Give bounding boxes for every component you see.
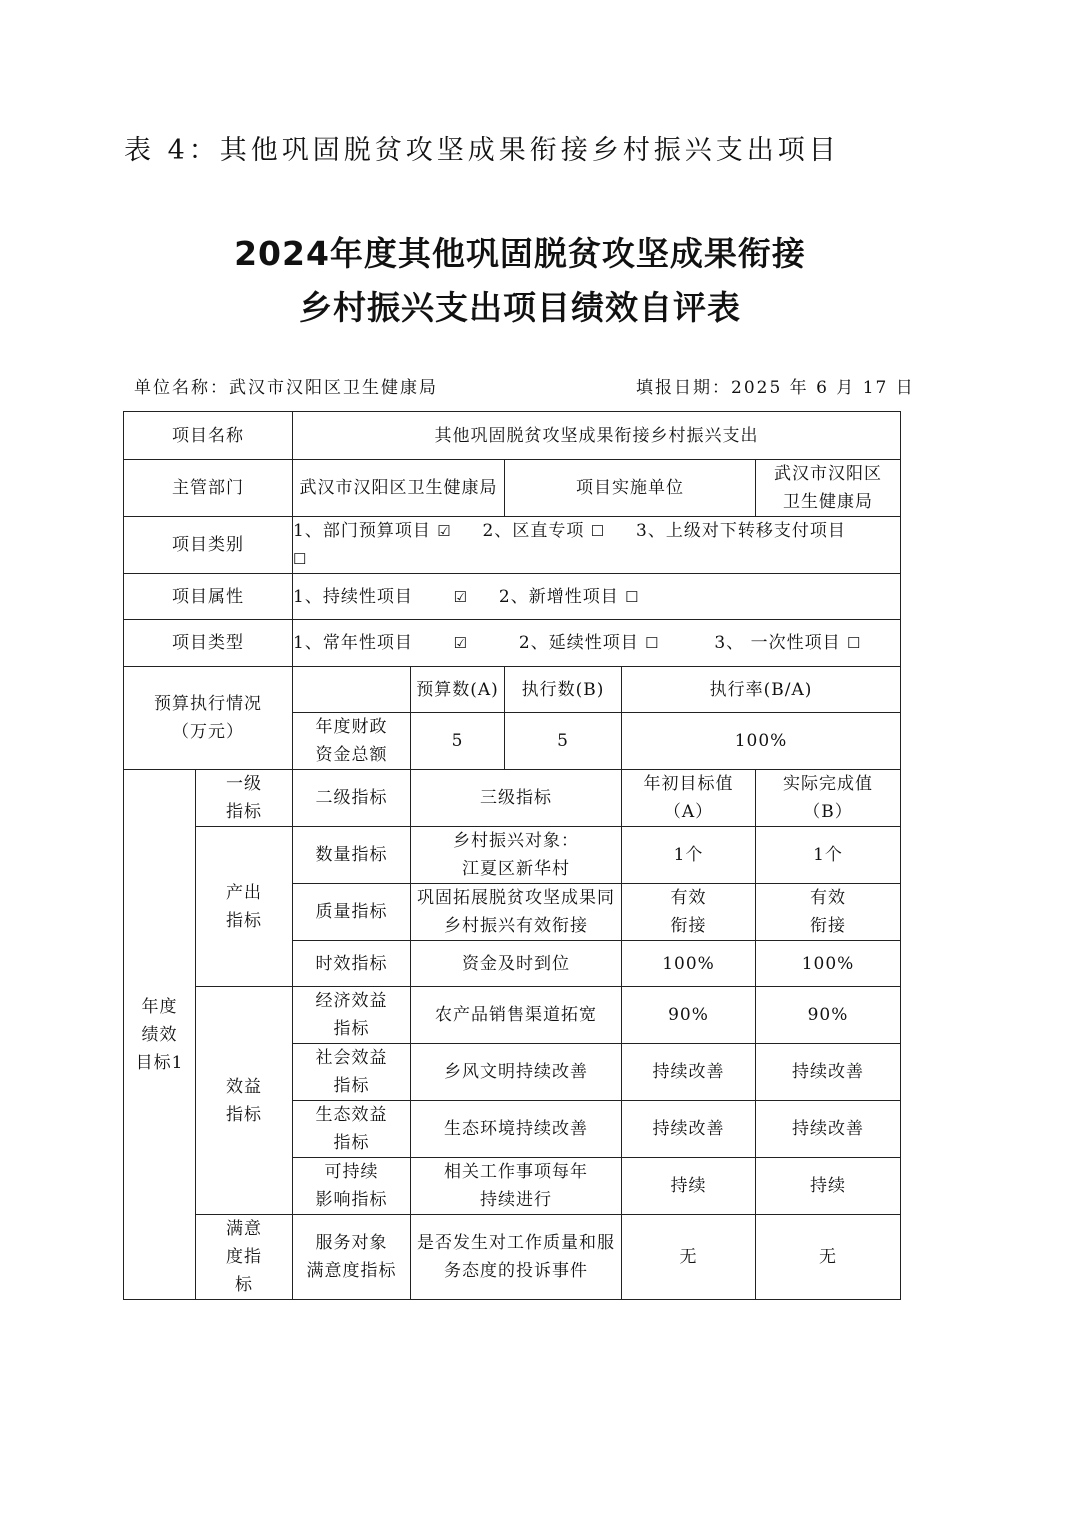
r1-actual: 1个 (756, 827, 901, 884)
unchecked-box-icon[interactable]: ☐ (645, 634, 660, 652)
budget-label-line-1: 预算执行情况 (154, 694, 262, 714)
attr-options (293, 574, 901, 620)
r7-level2 (293, 1158, 411, 1215)
r8-actual: 无 (756, 1215, 901, 1300)
form-title-line-2: 乡村振兴支出项目绩效自评表 (299, 288, 741, 327)
category-option-3: 3、上级对下转移支付项目 (636, 521, 846, 541)
output-indicator-line-2: 指标 (226, 910, 262, 931)
r4-level3: 农产品销售渠道拓宽 (411, 987, 622, 1044)
r8-level3-line-2: 务态度的投诉事件 (444, 1261, 588, 1281)
table-row (124, 770, 901, 827)
r8-level2-line-1: 服务对象 (315, 1233, 388, 1253)
r8-level2-line-2: 满意度指标 (306, 1261, 397, 1281)
table-row (124, 1215, 901, 1300)
budget-b-value: 5 (505, 713, 622, 770)
budget-col-b: 执行数(B) (505, 667, 622, 713)
satisfaction-indicator-line-2: 度指 (226, 1247, 262, 1267)
type-option-3: 3、 一次性项目 (714, 633, 841, 653)
impl-unit-value-line-2: 卫生健康局 (783, 492, 873, 512)
r3-actual: 100% (756, 941, 901, 987)
type-option-1: 1、常年性项目 (293, 633, 413, 653)
r6-level2-line-2: 指标 (333, 1133, 370, 1153)
r4-level2-line-2: 指标 (333, 1019, 370, 1039)
dept-value: 武汉市汉阳区卫生健康局 (293, 460, 505, 517)
r3-level2: 时效指标 (293, 941, 411, 987)
goal-label-line-1: 年度 (141, 996, 178, 1017)
checked-box-icon[interactable]: ☑ (437, 522, 452, 540)
fill-date: 填报日期：2025 年 6 月 17 日 (636, 378, 915, 398)
type-option-2: 2、延续性项目 (518, 633, 639, 653)
r1-level2: 数量指标 (293, 827, 411, 884)
table-row (124, 460, 901, 517)
budget-header-empty (293, 667, 411, 713)
category-option-2: 2、区直专项 (482, 521, 585, 541)
table-row (124, 827, 901, 884)
checked-box-icon[interactable]: ☑ (453, 587, 469, 606)
goal-label-line-3: 目标1 (135, 1052, 184, 1073)
header-target-line-2: （A） (663, 802, 714, 822)
budget-col-rate: 执行率(B/A) (622, 667, 901, 713)
r7-target: 持续 (622, 1158, 756, 1215)
header-level2: 二级指标 (293, 770, 411, 827)
r2-actual-line-1: 有效 (810, 888, 846, 908)
header-level1-line-2: 指标 (226, 802, 262, 822)
category-option-1: 1、部门预算项目 (293, 521, 431, 541)
benefit-indicator-label (196, 987, 293, 1215)
category-options (293, 517, 901, 574)
impl-unit-value (756, 460, 901, 517)
goal-label (124, 770, 196, 1300)
budget-col-a: 预算数(A) (411, 667, 505, 713)
budget-label-line-2: （万元） (172, 722, 244, 742)
output-indicator-label (196, 827, 293, 987)
r7-level2-line-1: 可持续 (324, 1162, 379, 1182)
table-number-heading: 表 4：其他巩固脱贫攻坚成果衔接乡村振兴支出项目 (124, 135, 840, 166)
satisfaction-indicator-line-1: 满意 (226, 1219, 262, 1239)
header-target-line-1: 年初目标值 (643, 774, 734, 794)
r7-level3-line-2: 持续进行 (480, 1190, 552, 1210)
form-title-line-1: 2024年度其他巩固脱贫攻坚成果衔接 (234, 234, 806, 273)
r7-actual: 持续 (756, 1158, 901, 1215)
r1-level3-line-1: 乡村振兴对象： (453, 831, 579, 851)
r7-level2-line-2: 影响指标 (315, 1190, 388, 1210)
header-actual-line-1: 实际完成值 (783, 774, 873, 794)
unchecked-box-icon[interactable]: ☐ (590, 522, 606, 540)
budget-row-label (293, 713, 411, 770)
budget-a-value: 5 (411, 713, 505, 770)
r6-level3: 生态环境持续改善 (411, 1101, 622, 1158)
r6-level2 (293, 1101, 411, 1158)
r8-target: 无 (622, 1215, 756, 1300)
r2-actual-line-2: 衔接 (810, 916, 846, 936)
r2-target-line-2: 衔接 (670, 916, 707, 936)
r5-level2 (293, 1044, 411, 1101)
r7-level3 (411, 1158, 622, 1215)
table-row (124, 574, 901, 620)
category-label: 项目类别 (124, 517, 293, 574)
r2-level3-line-2: 乡村振兴有效衔接 (444, 916, 588, 936)
benefit-indicator-line-1: 效益 (226, 1076, 262, 1097)
budget-row-label-line-2: 资金总额 (315, 745, 388, 765)
dept-label: 主管部门 (124, 460, 293, 517)
project-name-label: 项目名称 (124, 412, 293, 460)
header-actual (756, 770, 901, 827)
r5-level2-line-2: 指标 (333, 1076, 370, 1096)
satisfaction-indicator-label (196, 1215, 293, 1300)
self-evaluation-table (123, 411, 901, 1300)
header-level1-line-1: 一级 (226, 774, 262, 794)
r1-level3 (411, 827, 622, 884)
r8-level2 (293, 1215, 411, 1300)
r2-actual (756, 884, 901, 941)
r4-actual: 90% (756, 987, 901, 1044)
r6-actual: 持续改善 (756, 1101, 901, 1158)
table-row (124, 517, 901, 574)
r5-actual: 持续改善 (756, 1044, 901, 1101)
r5-level2-line-1: 社会效益 (315, 1048, 388, 1068)
header-actual-line-2: （B） (803, 802, 853, 822)
unit-name: 单位名称：武汉市汉阳区卫生健康局 (134, 378, 438, 398)
attr-option-1: 1、持续性项目 (293, 586, 413, 607)
unchecked-box-icon[interactable]: ☐ (625, 587, 640, 606)
budget-rate-value: 100% (622, 713, 901, 770)
r4-target: 90% (622, 987, 756, 1044)
type-options (293, 620, 901, 667)
r2-level3 (411, 884, 622, 941)
table-row (124, 620, 901, 667)
r3-target: 100% (622, 941, 756, 987)
header-target (622, 770, 756, 827)
impl-unit-value-line-1: 武汉市汉阳区 (774, 464, 882, 484)
output-indicator-line-1: 产出 (226, 882, 262, 903)
unchecked-box-icon[interactable]: ☐ (847, 634, 862, 652)
r6-target: 持续改善 (622, 1101, 756, 1158)
table-row (124, 987, 901, 1044)
r2-target (622, 884, 756, 941)
table-row (124, 667, 901, 713)
budget-label (124, 667, 293, 770)
benefit-indicator-line-2: 指标 (226, 1104, 262, 1125)
r3-level3: 资金及时到位 (411, 941, 622, 987)
header-level3: 三级指标 (411, 770, 622, 827)
r2-target-line-1: 有效 (670, 888, 707, 908)
r4-level2 (293, 987, 411, 1044)
attr-option-2: 2、新增性项目 (498, 586, 619, 607)
project-name-value: 其他巩固脱贫攻坚成果衔接乡村振兴支出 (293, 412, 901, 460)
r5-level3: 乡风文明持续改善 (411, 1044, 622, 1101)
header-level1 (196, 770, 293, 827)
r2-level3-line-1: 巩固拓展脱贫攻坚成果同 (417, 888, 615, 908)
unchecked-box-icon[interactable]: ☐ (293, 550, 308, 568)
r1-target: 1个 (622, 827, 756, 884)
r1-level3-line-2: 江夏区新华村 (462, 859, 570, 879)
checked-box-icon[interactable]: ☑ (453, 634, 469, 652)
r6-level2-line-1: 生态效益 (315, 1105, 388, 1125)
r5-target: 持续改善 (622, 1044, 756, 1101)
r2-level2: 质量指标 (293, 884, 411, 941)
r7-level3-line-1: 相关工作事项每年 (444, 1162, 588, 1182)
table-row (124, 412, 901, 460)
goal-label-line-2: 绩效 (141, 1024, 178, 1045)
r8-level3 (411, 1215, 622, 1300)
impl-unit-label: 项目实施单位 (505, 460, 756, 517)
attr-label: 项目属性 (124, 574, 293, 620)
budget-row-label-line-1: 年度财政 (315, 717, 388, 737)
r4-level2-line-1: 经济效益 (315, 991, 388, 1011)
satisfaction-indicator-line-3: 标 (235, 1275, 253, 1295)
r8-level3-line-1: 是否发生对工作质量和服 (417, 1233, 615, 1253)
type-label: 项目类型 (124, 620, 293, 667)
